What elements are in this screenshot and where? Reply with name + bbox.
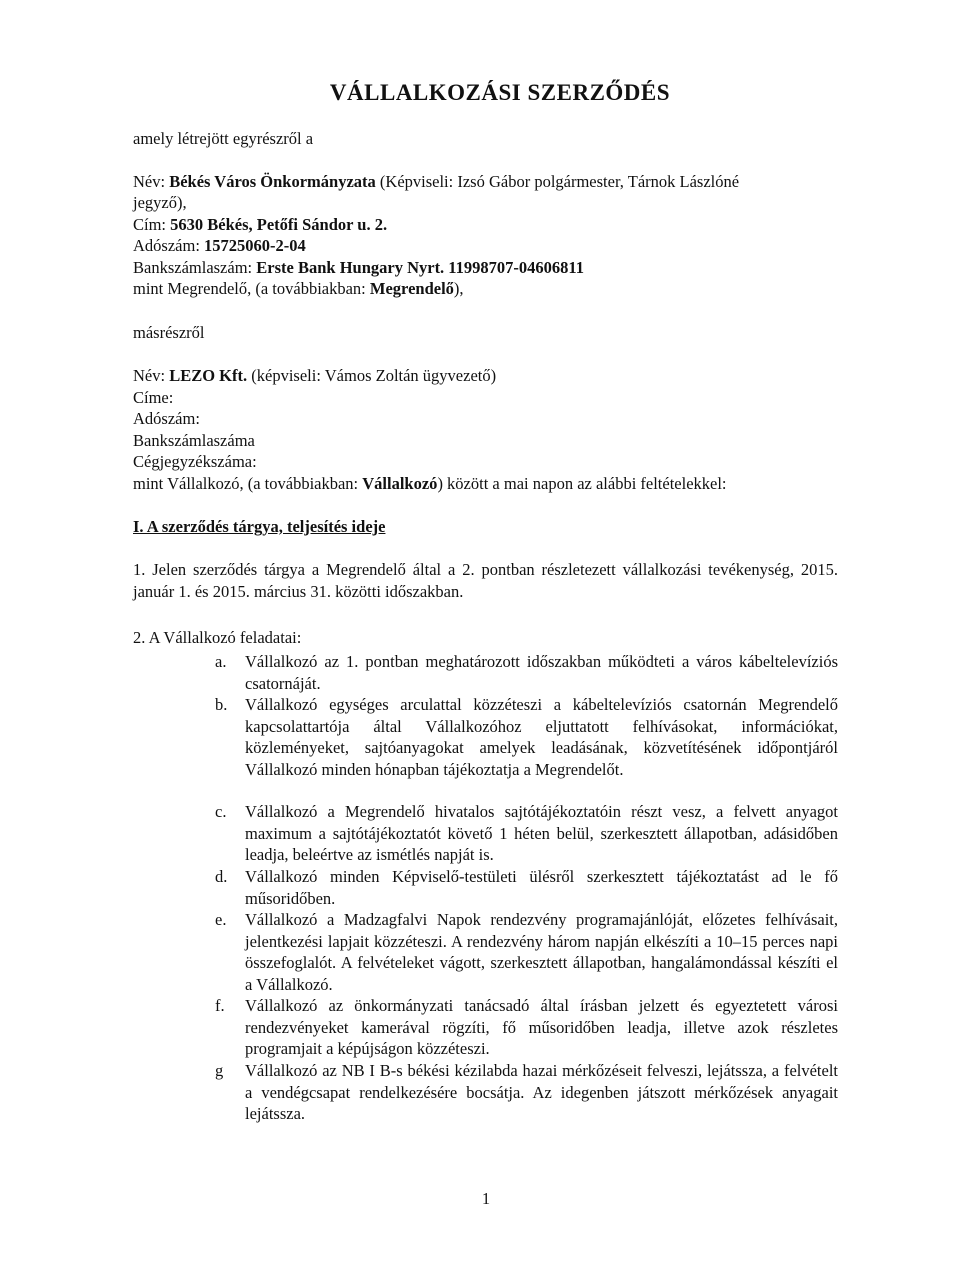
party1-name-line [133,171,739,193]
party1-name: Békés Város Önkormányzata [169,172,376,191]
party1-tax-line [133,235,306,257]
task-d-text: Vállalkozó minden Képviselő-testületi ülésről szerkesztett tájékoztatást ad le fő műsoridőben. [245,867,838,908]
party1-bank-line [133,257,584,279]
party1-address-line [133,214,387,236]
party2-role: Vállalkozó [362,474,438,493]
party2-address-label: Címe: [133,388,174,407]
party1-name-label: Név: [133,172,166,191]
task-f-text: Vállalkozó az önkormányzati tanácsadó által írásban jelzett és egyeztetett városi rendezvényeket kamerával rögzíti, fő műsoridőben leadja, illetve azok részletes programjait a képújságon közzéteszi. [245,996,838,1058]
party1-role: Megrendelő [369,279,454,298]
item2-heading: 2. A Vállalkozó feladatai: [133,628,302,647]
task-d-letter: d. [215,867,228,886]
masreszrol-text: másrészről [133,323,205,342]
task-f-letter: f. [215,996,225,1015]
party1-role-prefix: mint Megrendelő, (a továbbiakban: [133,279,366,298]
page-number: 1 [481,1189,491,1208]
party2-tax-label: Adószám: [133,409,200,428]
task-b-text: Vállalkozó egységes arculattal közzéteszi a kábeltelevíziós csatornán Megrendelő kapcsolattartója által Vállalkozóhoz eljuttatott felhívásokat, információkat, közleményeket, sajtóanyagokat amelyek leadásának, közvetítésének időpontjáról Vállalkozó minden hónapban tájékoztatja a Megrendelőt. [245,695,838,779]
party2-reg-label: Cégjegyzékszáma: [133,452,257,471]
task-a-letter: a. [215,652,227,671]
party1-address: 5630 Békés, Petőfi Sándor u. 2. [170,215,388,234]
party1-role-line [133,278,464,300]
party1-tax-label: Adószám: [133,236,200,255]
task-c-letter: c. [215,802,227,821]
party2-name-line [133,365,496,387]
party1-representative-cont: jegyző), [133,193,187,212]
party2-role-line [133,473,727,495]
party2-role-suffix: ) között a mai napon az alábbi feltételekkel: [437,474,727,493]
item1-text: 1. Jelen szerződés tárgya a Megrendelő által a 2. pontban részletezett vállalkozási tevékenység, 2015. január 1. és 2015. március 31. közötti időszakban. [133,560,838,601]
party1-bank: Erste Bank Hungary Nyrt. 11998707-04606811 [256,258,584,277]
intro-text: amely létrejött egyrészről a [133,129,314,148]
task-g-letter: g [215,1061,224,1080]
party1-address-label: Cím: [133,215,167,234]
item1-paragraph [133,559,838,602]
task-g-text: Vállalkozó az NB I B-s békési kézilabda hazai mérkőzéseit felveszi, lejátssza, a felvételt a vendégcsapat rendelkezésére bocsátja. Az idegenben játszott mérkőzések anyagait lejátssza. [245,1061,838,1123]
party1-bank-label: Bankszámlaszám: [133,258,253,277]
task-a-text: Vállalkozó az 1. pontban meghatározott időszakban működteti a város kábeltelevíziós csatornáját. [245,652,838,693]
party2-representative: (képviseli: Vámos Zoltán ügyvezető) [251,366,497,385]
party1-representative: (Képviseli: Izsó Gábor polgármester, Tárnok Lászlóné [379,172,740,191]
party2-name: LEZO Kft. [169,366,248,385]
document-title: VÁLLALKOZÁSI SZERZŐDÉS [329,80,671,105]
party2-role-prefix: mint Vállalkozó, (a továbbiakban: [133,474,359,493]
task-e-text: Vállalkozó a Madzagfalvi Napok rendezvény programajánlóját, előzetes felhívásait, jelentkezési lapjait közzéteszi. A rendezvény három napján elkészíti a 10–15 perces napi összefoglalót. A felvételeket vágott, szerkesztett állapotban, hangalámondással készíti el a Vállalkozó. [245,910,838,994]
task-c-text: Vállalkozó a Megrendelő hivatalos sajtótájékoztatóin részt vesz, a felvett anyagot maximum a sajtótájékoztatót követő 1 héten belül, szerkesztett állapotban, adásidőben leadja, beleértve az ismétlés napját is. [245,802,838,864]
task-b-letter: b. [215,695,228,714]
party2-bank-label: Bankszámlaszáma [133,431,255,450]
party1-role-suffix: ), [453,279,464,298]
task-e-letter: e. [215,910,227,929]
party2-name-label: Név: [133,366,166,385]
section1-heading: I. A szerződés tárgya, teljesítés ideje [133,517,386,536]
party1-tax: 15725060-2-04 [204,236,306,255]
